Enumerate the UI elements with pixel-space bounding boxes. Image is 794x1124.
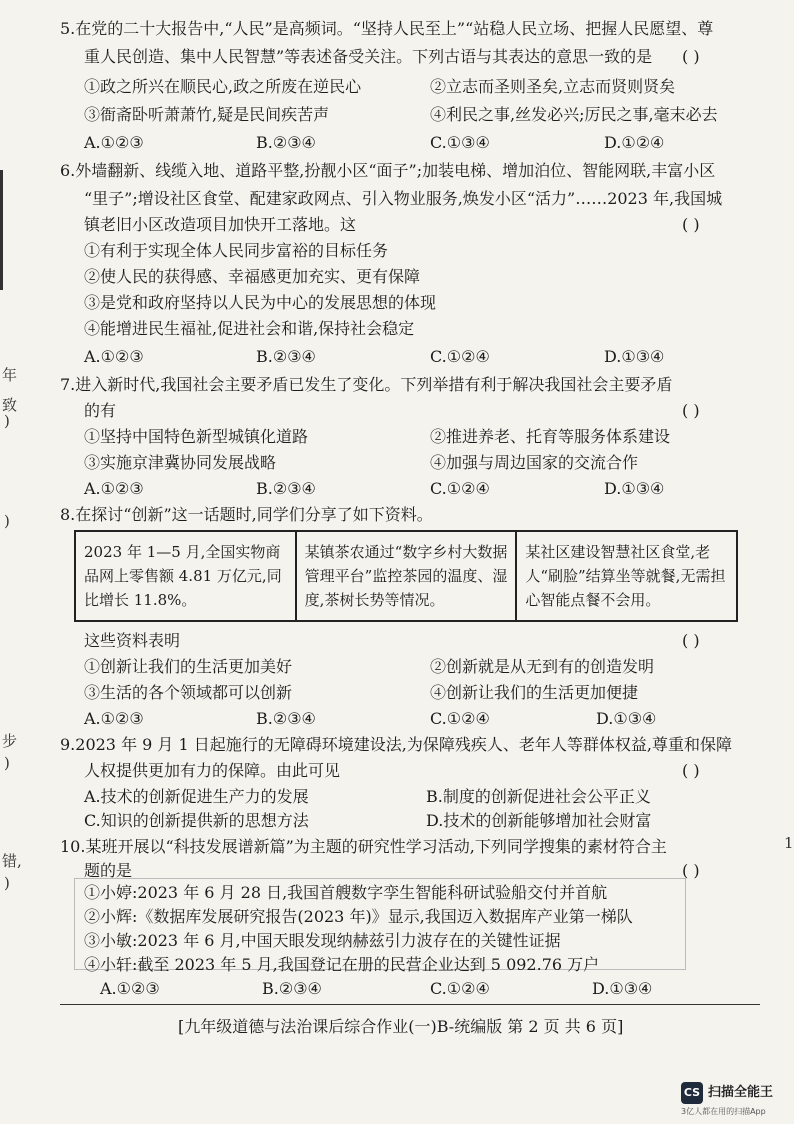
q5-option-2: ②立志而圣则圣矣,立志而贤则贤矣: [430, 77, 676, 96]
q6-stem-line1: 6.外墙翻新、线缆入地、道路平整,扮靓小区“面子”;加装电梯、增加泊位、智能网联,丰富小区: [60, 161, 716, 180]
q8-material-cell: 某镇茶农通过“数字乡村大数据管理平台”监控茶园的温度、湿度,茶树长势等情况。: [295, 532, 516, 620]
q5-answer-paren: ( ): [682, 47, 700, 66]
q6-option-2: ②使人民的获得感、幸福感更加充实、更有保障: [84, 267, 421, 286]
q8-choice-d: D.①③④: [596, 709, 657, 728]
edge-mark: ): [4, 754, 10, 772]
q9-stem-line1: 9.2023 年 9 月 1 日起施行的无障碍环境建设法,为保障残疾人、老年人等群体权益,尊重和保障: [60, 735, 732, 754]
q8-choice-a: A.①②③: [84, 709, 144, 728]
edge-mark: 错,: [2, 852, 22, 870]
q6-option-4: ④能增进民生福祉,促进社会和谐,保持社会稳定: [84, 319, 415, 338]
q8-option-4: ④创新让我们的生活更加便捷: [430, 683, 639, 702]
q5-stem-line1: 5.在党的二十大报告中,“人民”是高频词。“坚持人民至上”“站稳人民立场、把握人民愿望、尊: [60, 19, 714, 38]
q8-option-3: ③生活的各个领域都可以创新: [84, 683, 293, 702]
q7-stem-line2: 的有: [84, 401, 117, 420]
q8-option-2: ②创新就是从无到有的创造发明: [430, 657, 655, 676]
q8-material-cell: 2023 年 1—5 月,全国实物商品网上零售额 4.81 万亿元,同比增长 11.8%。: [84, 543, 282, 609]
q10-choice-b: B.②③④: [262, 979, 322, 998]
q10-answer-paren: ( ): [682, 861, 700, 880]
q9-choice-d: D.技术的创新能够增加社会财富: [426, 811, 652, 830]
edge-mark: ): [4, 874, 10, 892]
q7-option-1: ①坚持中国特色新型城镇化道路: [84, 427, 309, 446]
q8-material-cell: 某社区建设智慧社区食堂,老人“刷脸”结算坐等就餐,无需担心智能点餐不会用。: [515, 532, 736, 620]
q10-choice-c: C.①②④: [430, 979, 490, 998]
scanner-tagline: 3亿人都在用的扫描App: [681, 1107, 766, 1116]
q10-option-3: ③小敏:2023 年 6 月,中国天眼发现纳赫兹引力波存在的关键性证据: [84, 931, 561, 950]
q6-answer-paren: ( ): [682, 215, 700, 234]
q8-option-1: ①创新让我们的生活更加美好: [84, 657, 293, 676]
q7-choice-c: C.①②④: [430, 479, 490, 498]
q5-option-1: ①政之所兴在顺民心,政之所废在逆民心: [84, 77, 362, 96]
q5-choice-a: A.①②③: [84, 133, 144, 152]
q10-option-1: ①小婷:2023 年 6 月 28 日,我国首艘数字孪生智能科研试验船交付并首航: [84, 883, 608, 902]
q6-choice-a: A.①②③: [84, 347, 144, 366]
edge-mark: ): [4, 512, 10, 530]
q7-choice-b: B.②③④: [256, 479, 316, 498]
q7-answer-paren: ( ): [682, 401, 700, 420]
edge-mark: ): [4, 412, 10, 430]
q6-choice-c: C.①②④: [430, 347, 490, 366]
q8-material-table: [74, 530, 738, 622]
q5-choice-b: B.②③④: [256, 133, 316, 152]
q8-stem-line2: 这些资料表明: [84, 631, 181, 650]
edge-mark: 致: [2, 396, 18, 414]
q6-choice-d: D.①③④: [604, 347, 665, 366]
q7-option-2: ②推进养老、托育等服务体系建设: [430, 427, 671, 446]
q9-choice-b: B.制度的创新促进社会公平正义: [426, 787, 651, 806]
q7-option-3: ③实施京津冀协同发展战略: [84, 453, 277, 472]
q5-option-4: ④利民之事,丝发必兴;厉民之事,毫末必去: [430, 105, 718, 124]
q7-choice-d: D.①③④: [604, 479, 665, 498]
page-footer: [九年级道德与法治课后综合作业(一)B-统编版 第 2 页 共 6 页]: [178, 1017, 624, 1036]
q9-choice-c: C.知识的创新提供新的思想方法: [84, 811, 309, 830]
edge-mark: 步: [2, 732, 18, 750]
q10-stem-line1: 10.某班开展以“科技发展谱新篇”为主题的研究性学习活动,下列同学搜集的素材符合主: [60, 837, 667, 856]
q5-option-3: ③衙斋卧听萧萧竹,疑是民间疾苦声: [84, 105, 330, 124]
q6-option-1: ①有利于实现全体人民同步富裕的目标任务: [84, 241, 389, 260]
q9-answer-paren: ( ): [682, 761, 700, 780]
q9-stem-line2: 人权提供更加有力的保障。由此可见: [84, 761, 341, 780]
q6-stem-line2: “里子”;增设社区食堂、配建家政网点、引入物业服务,焕发小区“活力”……2023 年,我国城: [84, 189, 723, 208]
q8-stem-line1: 8.在探讨“创新”这一话题时,同学们分享了如下资料。: [60, 505, 433, 524]
q5-choice-d: D.①②④: [604, 133, 665, 152]
q8-choice-b: B.②③④: [256, 709, 316, 728]
q7-choice-a: A.①②③: [84, 479, 144, 498]
q6-stem-line3: 镇老旧小区改造项目加快开工落地。这: [84, 215, 357, 234]
edge-mark: 1: [784, 834, 794, 852]
q5-stem-line2: 重人民创造、集中人民智慧”等表述备受关注。下列古语与其表达的意思一致的是: [84, 47, 653, 66]
q10-option-2: ②小辉:《数据库发展研究报告(2023 年)》显示,我国迈入数据库产业第一梯队: [84, 907, 633, 926]
q5-choice-c: C.①③④: [430, 133, 490, 152]
q10-choice-d: D.①③④: [592, 979, 653, 998]
q8-answer-paren: ( ): [682, 631, 700, 650]
binding-edge: [0, 170, 3, 290]
q8-choice-c: C.①②④: [430, 709, 490, 728]
q10-stem-line2: 题的是: [84, 861, 133, 880]
q6-option-3: ③是党和政府坚持以人民为中心的发展思想的体现: [84, 293, 437, 312]
q10-choice-a: A.①②③: [100, 979, 160, 998]
edge-mark: 年: [2, 366, 18, 384]
scanner-app-name: 扫描全能王: [708, 1085, 774, 1100]
q9-choice-a: A.技术的创新促进生产力的发展: [84, 787, 309, 806]
footer-divider: [60, 1004, 760, 1005]
q7-stem-line1: 7.进入新时代,我国社会主要矛盾已发生了变化。下列举措有利于解决我国社会主要矛盾: [60, 375, 673, 394]
q7-option-4: ④加强与周边国家的交流合作: [430, 453, 639, 472]
scanner-logo-icon: CS: [681, 1082, 703, 1104]
q10-option-4: ④小轩:截至 2023 年 5 月,我国登记在册的民营企业达到 5 092.76 万户: [84, 955, 600, 974]
q6-choice-b: B.②③④: [256, 347, 316, 366]
